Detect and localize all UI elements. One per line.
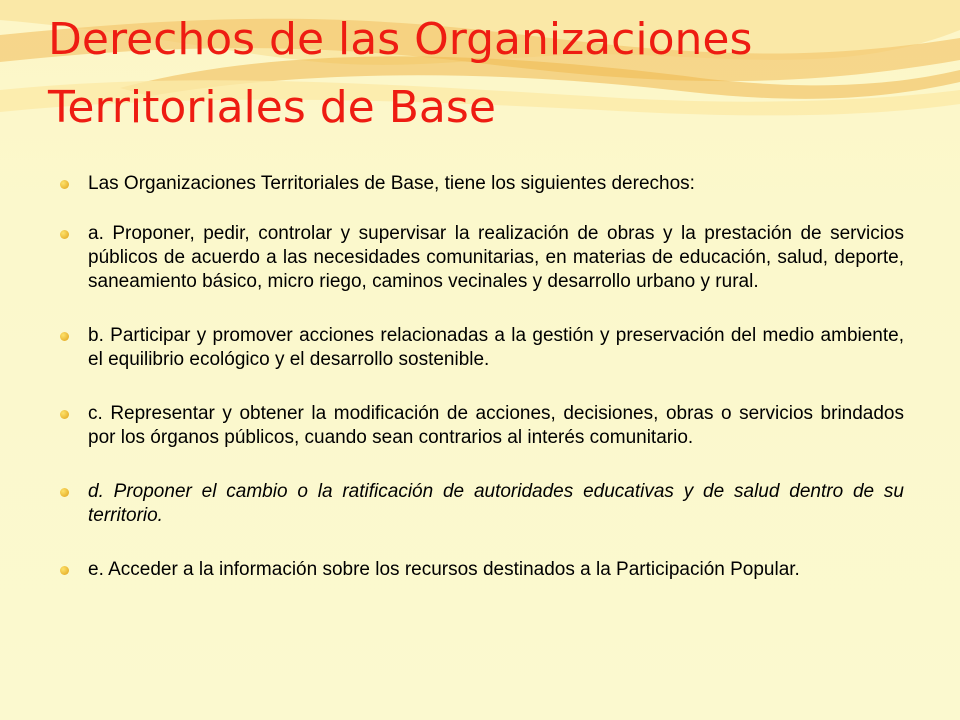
bullet-dot-icon: [60, 488, 69, 497]
bullet-item-italic: [60, 480, 904, 528]
bullet-text: e. Acceder a la información sobre los recursos destinados a la Participación Popular.: [88, 559, 800, 580]
bullet-text: c. Representar y obtener la modificación de acciones, decisiones, obras o servicios brindados por los órganos públicos, cuando sean contrarios al interés comunitario.: [88, 403, 904, 448]
slide-title: Derechos de las Organizaciones Territoriales de Base: [48, 14, 753, 133]
bullet-item: [60, 324, 904, 372]
bullet-text: a. Proponer, pedir, controlar y supervisar la realización de obras y la prestación de servicios públicos de acuerdo a las necesidades comunitarias, en materias de educación, salud, deporte, saneamiento básico, micro riego, caminos vecinales y desarrollo urbano y rural.: [88, 223, 904, 292]
bullet-text: d. Proponer el cambio o la ratificación de autoridades educativas y de salud dentro de su territorio.: [88, 481, 904, 526]
bullet-item: [60, 222, 904, 294]
bullet-dot-icon: [60, 230, 69, 239]
bullet-item: [60, 402, 904, 450]
bullet-item: [60, 558, 904, 582]
bullet-dot-icon: [60, 332, 69, 341]
bullet-text: b. Participar y promover acciones relacionadas a la gestión y preservación del medio ambiente, el equilibrio ecológico y el desarrollo sostenible.: [88, 325, 904, 370]
bullet-text: Las Organizaciones Territoriales de Base, tiene los siguientes derechos:: [88, 173, 695, 194]
bullet-item: [60, 172, 904, 196]
bullet-dot-icon: [60, 410, 69, 419]
bullet-list: [60, 172, 904, 582]
bullet-dot-icon: [60, 566, 69, 575]
bullet-dot-icon: [60, 180, 69, 189]
